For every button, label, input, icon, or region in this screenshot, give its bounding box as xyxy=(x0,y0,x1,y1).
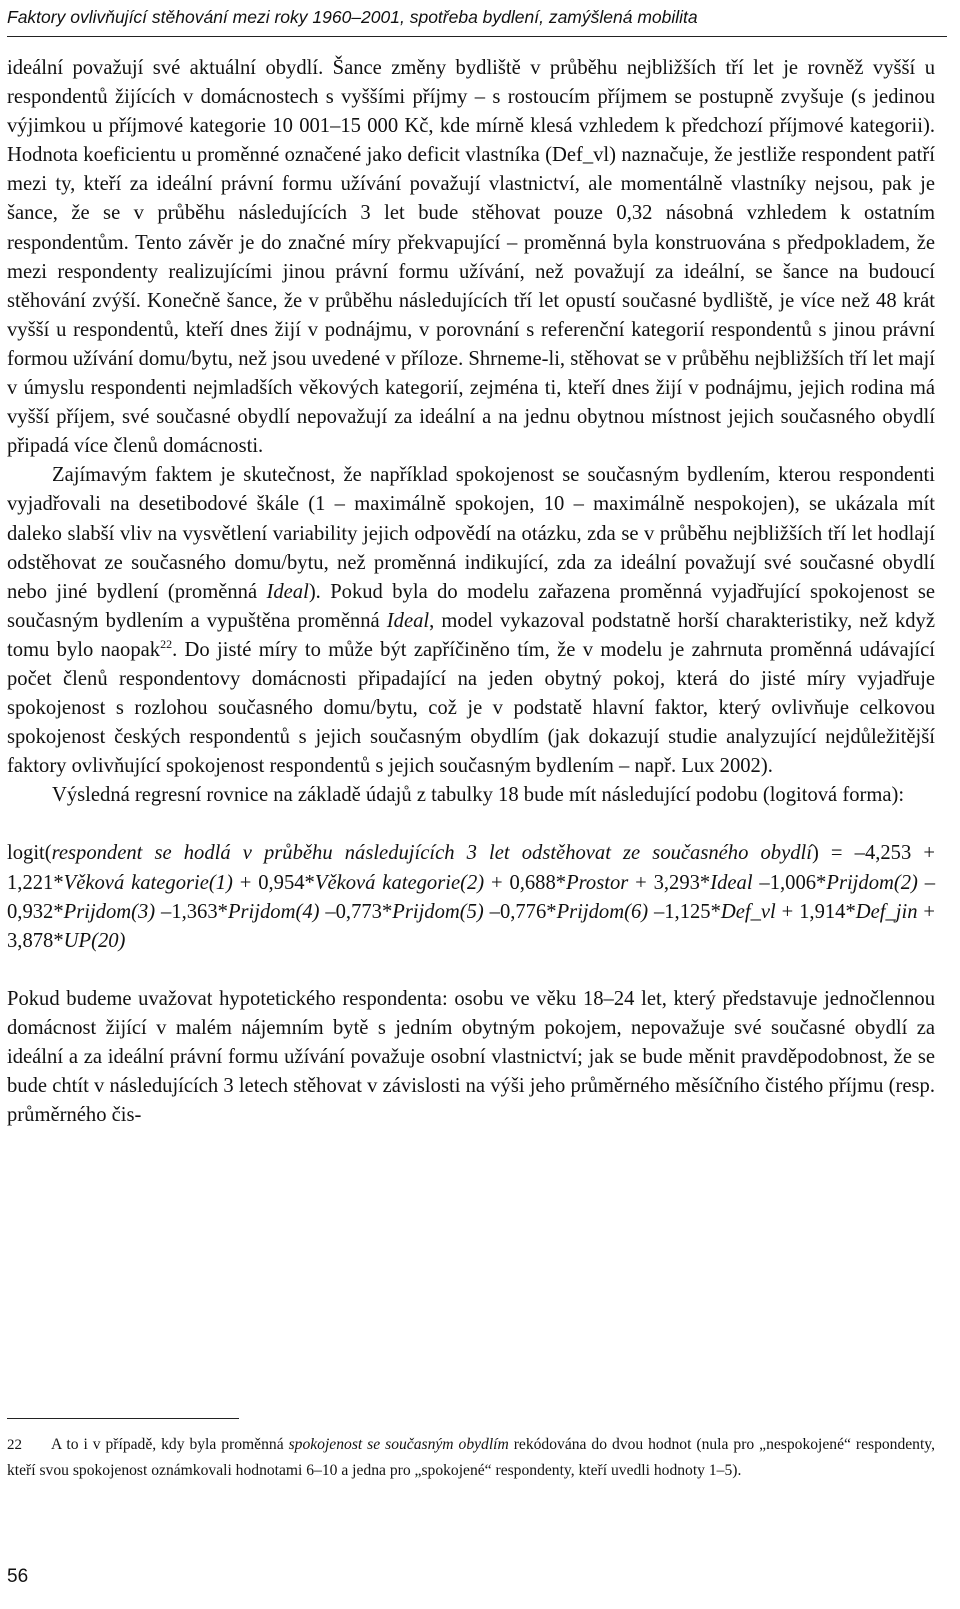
footnote-number: 22 xyxy=(7,1437,22,1453)
paragraph-2-text-a: Zajímavým faktem je skutečnost, že například spokojenost se současným bydlením, kterou respondenti vyjadřovali na desetibodové škále (1 – maximálně spokojen, 10 – maximálně nespokojen), se ukázala mít daleko slabší vliv na vysvětlení variability jejich odpovědí na otázku, zda se v průběhu nejbližších tří let hodlají odstěhovat ze současného domu/bytu, než proměnná indikující, zda za ideální považují své současné obydlí nebo jiné bydlení (proměnná xyxy=(7,464,935,603)
eq-part: –0,932* xyxy=(7,871,936,923)
paragraph-3: Výsledná regresní rovnice na základě údajů z tabulky 18 bude mít následující podobu (logitová forma): xyxy=(52,784,905,807)
eq-part: + 3,293* xyxy=(628,871,711,894)
body-text xyxy=(7,54,935,1130)
footnote-divider xyxy=(7,1418,239,1419)
eq-variable: Prijdom(5) xyxy=(392,900,484,923)
paragraph-2-text-b: ). Pokud byla do modelu zařazena proměnná vyjadřující spokojenost se současným bydlením a vypuštěna proměnná xyxy=(7,580,935,632)
paragraph-1: ideální považují své aktuální obydlí. Šance změny bydliště v průběhu nejbližších tří let je rovněž vyšší u respondentů žijících v domácnostech s vyššími příjmy – s rostoucím příjmem se postupně zvyšuje (s jedinou výjimkou u příjmové kategorie 10 001–15 000 Kč, kde mírně klesá vzhledem k předchozí příjmové kategorii). Hodnota koeficientu u proměnné označené jako deficit vlastníka (Def_vl) naznačuje, že jestliže respondent patří mezi ty, kteří za ideální právní formu užívání považují vlastnictví, ale momentálně vlastníky nejsou, pak je šance, že se v průběhu následujících 3 let bude stěhovat pouze 0,32 násobná vzhledem k ostatním respondentům. Tento závěr je do značné míry překvapující – proměnná byla konstruována s předpokladem, že mezi respondenty realizujícími jinou právní formu užívání, než považují za ideální, se šance na budoucí stěhování zvýší. Konečně šance, že v průběhu následujících tří let opustí současné bydliště, je více než 48 krát vyšší u respondentů, kteří dnes žijí v podnájmu, v porovnání s referenční kategorií respondentů s jinou právní formou užívání domu/bytu, než jsou uvedené v příloze. Shrneme-li, stěhovat se v průběhu nejbližších tří let mají v úmyslu respondenti nejmladších věkových kategorií, zejména ti, kteří dnes žijí v podnájmu, jejich rodina má vyšší příjem, své současné obydlí nepovažují za ideální a na jednu obytnou místnost jejich současného obydlí připadá více členů domácnosti. xyxy=(7,57,935,458)
spacer xyxy=(7,956,935,985)
footnote-text-c: rekódována do dvou hodnot (nula pro „nespokojené“ respondenty, kteří svou spokojenost oznámkovali hodnotami 6–10 a jedna pro „spokojené“ respondenty, kteří uvedli hodnoty 1–5). xyxy=(7,1436,935,1479)
paragraph-5: Pokud budeme uvažovat hypotetického respondenta: osobu ve věku 18–24 let, který představuje jednočlennou domácnost žijící v malém nájemním bytě s jedním obytným pokojem, nepovažuje své současné obydlí za ideální a za ideální právní formu užívání považuje osobní vlastnictví; jak se bude měnit pravděpodobnost, že se bude chtít v následujících 3 letech stěhovat v závislosti na výši jeho průměrného měsíčního čistého příjmu (resp. průměrného čis- xyxy=(7,987,935,1127)
spacer xyxy=(7,810,935,839)
paragraph-2-text-d: . Do jisté míry to může být zapříčiněno tím, že v modelu je zahrnuta proměnná udávající počet členů respondentovy domácnosti připadající na jeden obytný pokoj, která do jisté míry vyjadřuje spokojenost s rozlohou současného domu/bytu, což je v podstatě hlavní faktor, který ovlivňuje celkovou spokojenost českých respondentů s jejich současným obydlím (jak dokazují studie analyzující nejdůležitější faktory ovlivňující spokojenost respondentů s jejich současným bydlením – např. Lux 2002). xyxy=(7,638,935,778)
eq-variable: Def_vl xyxy=(720,900,776,923)
eq-part: + 1,914* xyxy=(775,900,856,923)
eq-variable: Prijdom(3) xyxy=(63,900,156,923)
variable-ideal: Ideal xyxy=(266,580,309,603)
page-number: 56 xyxy=(7,1566,29,1587)
running-header: Faktory ovlivňující stěhování mezi roky 1960–2001, spotřeba bydlení, zamýšlená mobilita xyxy=(7,0,947,37)
eq-part: –0,773* xyxy=(319,900,393,923)
paragraph-2 xyxy=(7,461,935,781)
footnote-22 xyxy=(7,1432,935,1483)
eq-variable: Prijdom(4) xyxy=(227,900,320,923)
eq-part: + 0,954* xyxy=(232,871,315,894)
eq-part: –1,006* xyxy=(752,871,827,894)
variable-ideal: Ideal xyxy=(386,609,430,632)
eq-variable: Prijdom(2) xyxy=(826,871,918,894)
eq-part: ) = –4,253 + 1,221* xyxy=(7,842,935,894)
eq-part: + 3,878* xyxy=(7,900,936,952)
eq-variable: Def_jin xyxy=(855,900,918,923)
eq-variable: Věková kategorie(2) xyxy=(314,871,485,894)
footnote-reference[interactable]: 22 xyxy=(160,637,173,652)
eq-part: logit( xyxy=(7,842,52,865)
eq-dependent-variable: respondent se hodlá v průběhu následujících 3 let odstěhovat ze současného obydlí xyxy=(51,842,812,865)
eq-variable: UP(20) xyxy=(63,929,126,952)
eq-part: –1,363* xyxy=(155,900,228,923)
eq-variable: Prostor xyxy=(566,871,629,894)
eq-variable: Ideal xyxy=(710,871,753,894)
eq-variable: Věková kategorie(1) xyxy=(63,871,233,894)
footnote-variable: spokojenost se současným obydlím xyxy=(288,1436,509,1453)
paragraph-2-text-c: , model vykazoval podstatně horší charakteristiky, než když tomu bylo naopak xyxy=(7,609,935,661)
eq-part: –1,125* xyxy=(648,900,721,923)
regression-equation xyxy=(7,839,935,955)
eq-part: –0,776* xyxy=(483,900,557,923)
footnote-text-a: A to i v případě, kdy byla proměnná xyxy=(51,1436,289,1453)
eq-variable: Prijdom(6) xyxy=(556,900,649,923)
eq-part: + 0,688* xyxy=(484,871,567,894)
